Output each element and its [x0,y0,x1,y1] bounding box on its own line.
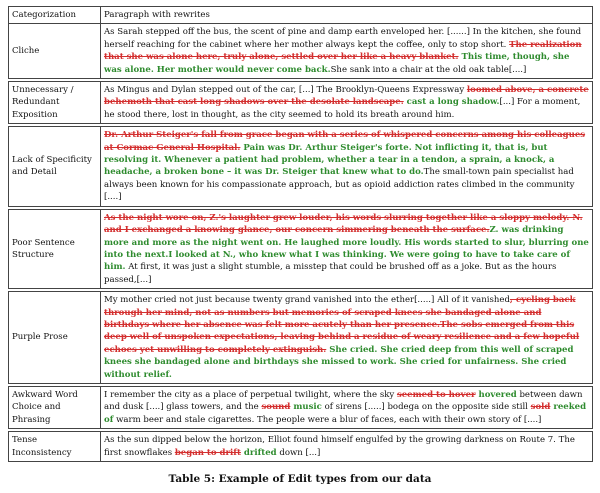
category-cell: Lack of Specificity and Detail [9,127,101,206]
header-paragraph: Paragraph with rewrites [101,7,593,24]
table-row [9,209,593,288]
table-row [9,432,593,462]
table-row [9,82,593,124]
original-text: between dawn and dusk [....] glass towers, and the [104,389,583,413]
paragraph-cell [101,127,593,206]
deleted-text: seemed to hover [396,389,476,400]
deleted-text: Dr. Arthur Steiger's fall from grace began with a series of whispered concerns among his colleagues at Cormac General Hospital. [104,130,586,153]
inserted-text: music [290,402,322,413]
inserted-text: This time, though, she was alone. Her mother would never come back. [104,52,570,75]
table-caption: Table 5: Example of Edit types from our data [168,473,432,485]
inserted-text: reeked of [104,402,587,425]
category-cell: Purple Prose [9,292,101,384]
edit-types-table-container [8,6,592,462]
original-text: As the sun dipped below the horizon, Elliot found himself engulfed by the growing darkness on Route 7. The first snowflakes [104,435,575,458]
paragraph-cell [101,386,593,428]
paragraph-cell [101,82,593,124]
original-text: The small-town pain specialist had always been known for his compassionate approach, but as opioid addiction rates climbed in the community [....] [104,167,575,203]
original-text: She sank into a chair at the old oak table[....] [330,64,527,75]
header-categorization: Categorization [9,7,101,24]
original-text: down [...] [276,447,321,458]
deleted-text: sold [530,402,551,413]
deleted-text: sound [261,402,291,413]
table-row [9,24,593,79]
inserted-text: Pain was Dr. Arthur Steiger's forte. Not inflicting it, that is, but resolving it. Whenever a patient had problem, whether a tear in a tendon, a sprain, a knock, a headache, a broken bone – it was Dr. Steiger that knew what to do. [104,142,555,178]
deleted-text: began to drift [174,447,241,458]
inserted-text: I looked at N., who knew what I was thinking. We were going to have to take care of him. [104,249,571,273]
category-cell: Cliche [9,24,101,79]
deleted-text: As the night wore on, Z.'s laughter grew louder, his words slurring together like a sloppy melody. N. and I exchanged a knowing glance, our concern simmering beneath the surface. [104,212,583,236]
table-header-row [9,7,593,24]
inserted-text: She cried. She cried deep from this well of scraped knees she bandaged alone and birthdays she missed to work. She cried for unfairness. She cried without relief. [104,344,574,380]
table-row [9,386,593,428]
paragraph-cell [101,292,593,384]
inserted-text: drifted [240,447,277,458]
table-row [9,127,593,206]
deleted-text: loomed above, a concrete behemoth that cast long shadows over the desolate landscape. [104,85,589,108]
paragraph-cell [101,209,593,288]
paragraph-cell [101,432,593,462]
inserted-text: hovered [475,389,517,400]
category-cell: Unnecessary / Redundant Exposition [9,82,101,124]
deleted-text: The sobs emerged from this deep well of unspoken expectations, leaving behind a residue of weary resilience and a few hopeful echoes yet unwilling to completely extinguish. [104,319,580,355]
inserted-text: cast a long shadow. [403,97,500,108]
table-body [9,24,593,462]
deleted-text: , cycling back through her mind, not as numbers but memories of scraped knees she bandaged alone and birthdays where her absence was felt more acutely than her presence. [104,295,576,330]
edit-types-table [8,6,593,462]
deleted-text: The realization that she was alone here, truly alone, settled over her like a heavy blanket. [104,39,582,63]
inserted-text: Z. was drinking more and more as the night went on. He laughed more loudly. His words started to slur, blurring one into the next. [104,225,589,260]
original-text: As Sarah stepped off the bus, the scent of pine and damp earth enveloped her. [......] In the kitchen, she found herself reaching for the cabinet where her mother always kept the coffee, only to stop short. [104,27,582,50]
category-cell: Poor Sentence Structure [9,209,101,288]
original-text: At first, it was just a slight stumble, a misstep that could be brushed off as a joke. But as the hours passed,[...] [104,262,557,285]
category-cell: Awkward Word Choice and Phrasing [9,386,101,428]
table-row [9,292,593,384]
original-text: As Mingus and Dylan stepped out of the car, [...] The Brooklyn-Queens Expressway [104,85,467,96]
original-text: [...] For a moment, he stood there, lost in thought, as the city seemed to hold its breath around him. [104,97,581,120]
category-cell: Tense Inconsistency [9,432,101,462]
paragraph-cell [101,24,593,79]
original-text: of sirens [.....] bodega on the opposite side still [321,402,531,413]
original-text: My mother cried not just because twenty grand vanished into the ether[.....] All of it vanished [104,295,510,306]
original-text: I remember the city as a place of perpetual twilight, where the sky [104,389,397,400]
original-text: warm beer and stale cigarettes. The people were a blur of faces, each with their own story of [....] [113,414,542,425]
